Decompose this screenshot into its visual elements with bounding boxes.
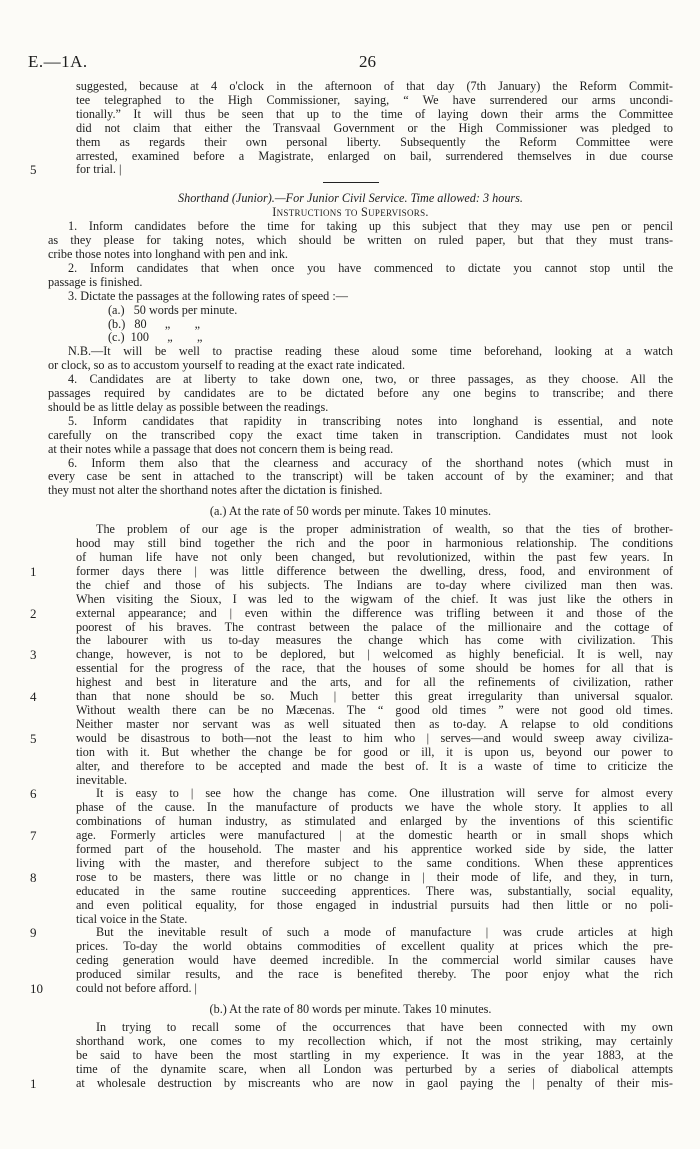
instruction-line bbox=[28, 290, 673, 304]
passage-a-line bbox=[28, 871, 673, 885]
line-text: The problem of our age is the proper administration of wealth, so that the ties of brother- bbox=[96, 523, 673, 537]
line-marker: 9 bbox=[30, 926, 37, 941]
instruction-line bbox=[28, 470, 673, 484]
passage-a-line bbox=[28, 885, 673, 899]
line-text: tionally.” It will thus be seen that up to the time of laying down their arms the Committee bbox=[76, 107, 673, 121]
line-text: inevitable. bbox=[76, 773, 128, 787]
passage-a-line bbox=[28, 704, 673, 718]
passage-a-line bbox=[28, 760, 673, 774]
line-text: tee telegraphed to the High Commissioner, saying, “ We have surrendered our arms uncondi- bbox=[76, 93, 673, 107]
section-a-passage bbox=[28, 523, 673, 996]
instructions-list bbox=[28, 220, 673, 498]
line-text: 1. Inform candidates before the time for taking up this subject that they may use pen or pencil bbox=[68, 220, 673, 234]
line-text: the labourer with us to-day measures the change which has come with civilization. This bbox=[76, 634, 673, 648]
line-text: them as regards their own personal liberty. Subsequently the Reform Committee were bbox=[76, 135, 673, 149]
instruction-line bbox=[28, 220, 673, 234]
passage-a-line bbox=[28, 746, 673, 760]
instruction-line bbox=[28, 457, 673, 471]
line-text: the chief and those of his subjects. The Indians are to-day where civilized man then was. bbox=[76, 578, 673, 592]
instruction-line bbox=[28, 262, 673, 276]
passage-a-line bbox=[28, 829, 673, 843]
line-text: would be disastrous to both—not the least to him who | serves—and would sweep away civiliza- bbox=[76, 731, 673, 745]
line-text: prices. To-day the world obtains commodities of excellent quality at prices which the pre- bbox=[76, 940, 673, 954]
line-marker: 8 bbox=[30, 870, 37, 885]
line-text: as they please for taking notes, which should be written on ruled paper, but that they must trans- bbox=[48, 234, 673, 248]
line-text: of human life have not only been changed, but revolutionized, within the past few years. In bbox=[76, 551, 673, 564]
line-text: But the inevitable result of such a mode of manufacture | was crude articles at high bbox=[96, 926, 673, 940]
line-text: tion with it. But whether the change be for good or ill, it is upon us, beyond our power to bbox=[76, 745, 673, 759]
instruction-line bbox=[28, 387, 673, 401]
passage-a-line bbox=[28, 551, 673, 565]
line-text: shorthand work, one comes to my recollection which, if not the most striking, may certainly bbox=[76, 1034, 673, 1048]
line-text: change, however, is not to be deplored, but | welcomed as highly beneficial. It is well, nay bbox=[76, 648, 673, 662]
instructions-heading: Instructions to Supervisors. bbox=[272, 206, 429, 220]
intro-line bbox=[28, 163, 673, 177]
instruction-line bbox=[28, 415, 673, 429]
line-marker: 7 bbox=[30, 829, 37, 844]
line-text: arrested, examined before a Magistrate, enlarged on bail, surrendered themselves in due course bbox=[76, 149, 673, 163]
line-text: (a.) 50 words per minute. bbox=[108, 303, 238, 317]
line-text: When visiting the Sioux, I was led to the wigwam of the chief. It was just like the others in bbox=[76, 592, 673, 606]
line-text: at their notes while a passage that does not concern them is being read. bbox=[48, 442, 394, 456]
intro-line bbox=[28, 136, 673, 150]
instruction-line bbox=[28, 234, 673, 248]
line-text: did not claim that either the Transvaal Government or the High Commissioner was pledged to bbox=[76, 121, 673, 135]
line-text: living with the master, and therefore subject to the same conditions. When these apprentices bbox=[76, 856, 673, 870]
passage-a-line bbox=[28, 982, 673, 996]
line-text: poorest of his braves. The contrast between the palace of the millionaire and the cottage of bbox=[76, 620, 673, 634]
section-divider bbox=[323, 182, 379, 183]
line-text: for trial. | bbox=[76, 163, 122, 177]
passage-b-line bbox=[28, 1035, 673, 1049]
passage-a-line bbox=[28, 843, 673, 857]
document-body bbox=[28, 80, 673, 1090]
line-marker: 10 bbox=[30, 982, 43, 996]
line-text: should be as little delay as possible between the readings. bbox=[48, 400, 329, 414]
passage-a-line bbox=[28, 690, 673, 704]
passage-b-line bbox=[28, 1021, 673, 1035]
line-text: tical voice in the State. bbox=[76, 912, 188, 926]
exam-title: Shorthand (Junior).—For Junior Civil Service. Time allowed: 3 hours. bbox=[178, 192, 523, 206]
line-text: formed part of the household. The master and his apprentice worked side by side, the latter bbox=[76, 843, 673, 857]
line-text: be said to have been the most startling in my experience. It was in the year 1883, at the bbox=[76, 1048, 673, 1062]
line-text: time of the dynamite scare, when all London was perturbed by a series of diabolical attempts bbox=[76, 1062, 673, 1076]
line-text: highest and best in literature and the arts, and for all the refinements of civilization, rather bbox=[76, 676, 673, 690]
rate-line bbox=[28, 318, 673, 332]
passage-b-line bbox=[28, 1049, 673, 1063]
line-text: N.B.—It will be well to practise reading these aloud some time beforehand, looking at a watch bbox=[68, 345, 673, 359]
intro-line bbox=[28, 122, 673, 136]
line-text: essential for the progress of the race, that the houses of some should be homes for all that is bbox=[76, 662, 673, 676]
line-text: could not before afford. | bbox=[76, 982, 197, 996]
line-text: age. Formerly articles were manufactured | at the domestic hearth or in small shops which bbox=[76, 829, 673, 843]
instruction-line bbox=[28, 443, 673, 457]
passage-a-line bbox=[28, 857, 673, 871]
line-text: external appearance; and | even within the difference was trifling between it and those of the bbox=[76, 606, 673, 620]
line-text: 6. Inform them also that the clearness and accuracy of the shorthand notes (which must in bbox=[68, 456, 673, 470]
passage-a-line bbox=[28, 579, 673, 593]
passage-a-line bbox=[28, 926, 673, 940]
line-text: rose to be masters, there was little or no change in | their mode of life, and they, in turn, bbox=[76, 870, 673, 884]
passage-a-line bbox=[28, 537, 673, 551]
passage-a-line bbox=[28, 718, 673, 732]
line-text: Neither master nor servant was as well situated then as to-day. A relapse to old conditions bbox=[76, 717, 673, 731]
passage-a-line bbox=[28, 607, 673, 621]
intro-line bbox=[28, 80, 673, 94]
passage-a-line bbox=[28, 621, 673, 635]
section-b-passage bbox=[28, 1021, 673, 1091]
passage-a-line bbox=[28, 954, 673, 968]
instruction-line bbox=[28, 345, 673, 359]
line-marker: 2 bbox=[30, 606, 37, 621]
line-text: passage is finished. bbox=[48, 275, 143, 289]
line-text: It is easy to | see how the change has come. One illustration will serve for almost every bbox=[96, 787, 673, 801]
instruction-line bbox=[28, 484, 673, 498]
line-marker: 6 bbox=[30, 787, 37, 802]
line-text: passages required by candidates are to be dictated before any one begins to transcribe; and there bbox=[48, 387, 673, 401]
passage-a-line bbox=[28, 787, 673, 801]
rate-line bbox=[28, 331, 673, 345]
passage-b-line bbox=[28, 1063, 673, 1077]
passage-a-line bbox=[28, 801, 673, 815]
line-text: at wholesale destruction by miscreants who are now in gaol paying the | penalty of their mis- bbox=[76, 1076, 673, 1090]
line-text: than that none should be so. Much | better this great irregularity than universal squalor. bbox=[76, 690, 673, 704]
line-text: (b.) 80 „ „ bbox=[108, 317, 201, 331]
intro-line bbox=[28, 94, 673, 108]
line-text: alter, and therefore to be accepted and made the best of. It is a waste of time to criticize the bbox=[76, 759, 673, 773]
passage-a-line bbox=[28, 899, 673, 913]
line-text: hood may still bind together the rich and the poor in harmonious relationship. The conditions bbox=[76, 537, 673, 551]
line-text: produced similar results, and the race is benefited thereby. The poor enjoy what the rich bbox=[76, 968, 673, 982]
line-text: 3. Dictate the passages at the following rates of speed :— bbox=[68, 289, 348, 303]
intro-line bbox=[28, 108, 673, 122]
line-text: every case be sent in attached to the transcript) will be taken account of by the examiner; and that bbox=[48, 470, 673, 484]
intro-paragraph bbox=[28, 80, 673, 177]
rate-line bbox=[28, 304, 673, 318]
section-a-heading: (a.) At the rate of 50 words per minute. Takes 10 minutes. bbox=[209, 505, 492, 519]
line-text: educated in the same routine succeeding apprentices. There was, substantially, social equality, bbox=[76, 884, 673, 898]
passage-a-line bbox=[28, 662, 673, 676]
passage-a-line bbox=[28, 968, 673, 982]
passage-a-line bbox=[28, 940, 673, 954]
line-marker: 5 bbox=[30, 731, 37, 746]
instruction-line bbox=[28, 373, 673, 387]
line-marker: 5 bbox=[30, 163, 37, 178]
line-marker: 1 bbox=[30, 1076, 37, 1091]
passage-a-line bbox=[28, 774, 673, 788]
instruction-line bbox=[28, 276, 673, 290]
line-text: combinations of human industry, as stimulated and enlarged by the inventions of this scientific bbox=[76, 815, 673, 829]
passage-a-line bbox=[28, 593, 673, 607]
line-text: they must not alter the shorthand notes after the dictation is finished. bbox=[48, 484, 383, 498]
line-text: In trying to recall some of the occurrences that have been connected with my own bbox=[96, 1020, 673, 1034]
page-number: 26 bbox=[359, 52, 376, 71]
passage-a-line bbox=[28, 676, 673, 690]
passage-a-line bbox=[28, 565, 673, 579]
line-marker: 1 bbox=[30, 564, 37, 579]
passage-a-line bbox=[28, 648, 673, 662]
passage-a-line bbox=[28, 913, 673, 927]
line-text: phase of the cause. In the manufacture of products we have the whole story. It applies to all bbox=[76, 801, 673, 815]
page-header bbox=[28, 52, 672, 74]
line-text: 2. Inform candidates that when once you have commenced to dictate you cannot stop until the bbox=[68, 261, 673, 275]
line-text: suggested, because at 4 o'clock in the afternoon of that day (7th January) the Reform Commit- bbox=[76, 80, 673, 93]
line-text: and even political equality, for those engaged in industrial pursuits had then little or no poli- bbox=[76, 898, 673, 912]
instruction-line bbox=[28, 401, 673, 415]
line-text: or clock, so as to accustom yourself to reading at the exact rate indicated. bbox=[48, 359, 406, 373]
passage-a-line bbox=[28, 523, 673, 537]
line-text: carefully on the transcribed copy the exact time taken in transcription. Candidates must not look bbox=[48, 428, 673, 442]
passage-b-line bbox=[28, 1077, 673, 1091]
line-text: former days there | was little difference between the dwelling, dress, food, and environment of bbox=[76, 564, 673, 578]
document-code: E.—1A. bbox=[28, 52, 88, 71]
line-text: (c.) 100 „ „ bbox=[108, 331, 203, 345]
passage-a-line bbox=[28, 634, 673, 648]
instruction-line bbox=[28, 248, 673, 262]
line-marker: 3 bbox=[30, 648, 37, 663]
passage-a-line bbox=[28, 815, 673, 829]
passage-a-line bbox=[28, 732, 673, 746]
section-b-heading: (b.) At the rate of 80 words per minute. Takes 10 minutes. bbox=[209, 1003, 492, 1016]
line-text: cribe those notes into longhand with pen and ink. bbox=[48, 247, 288, 261]
line-text: 5. Inform candidates that rapidity in transcribing notes into longhand is essential, and note bbox=[68, 414, 673, 428]
instruction-line bbox=[28, 429, 673, 443]
line-marker: 4 bbox=[30, 690, 37, 704]
line-text: 4. Candidates are at liberty to take down one, two, or three passages, as they choose. All the bbox=[68, 373, 673, 387]
intro-line bbox=[28, 150, 673, 164]
line-text: Without wealth there can be no Mæcenas. The “ good old times ” were not good old times. bbox=[76, 703, 673, 717]
line-text: ceding generation would have deemed incredible. In the commercial world similar causes have bbox=[76, 954, 673, 968]
instruction-line bbox=[28, 359, 673, 373]
